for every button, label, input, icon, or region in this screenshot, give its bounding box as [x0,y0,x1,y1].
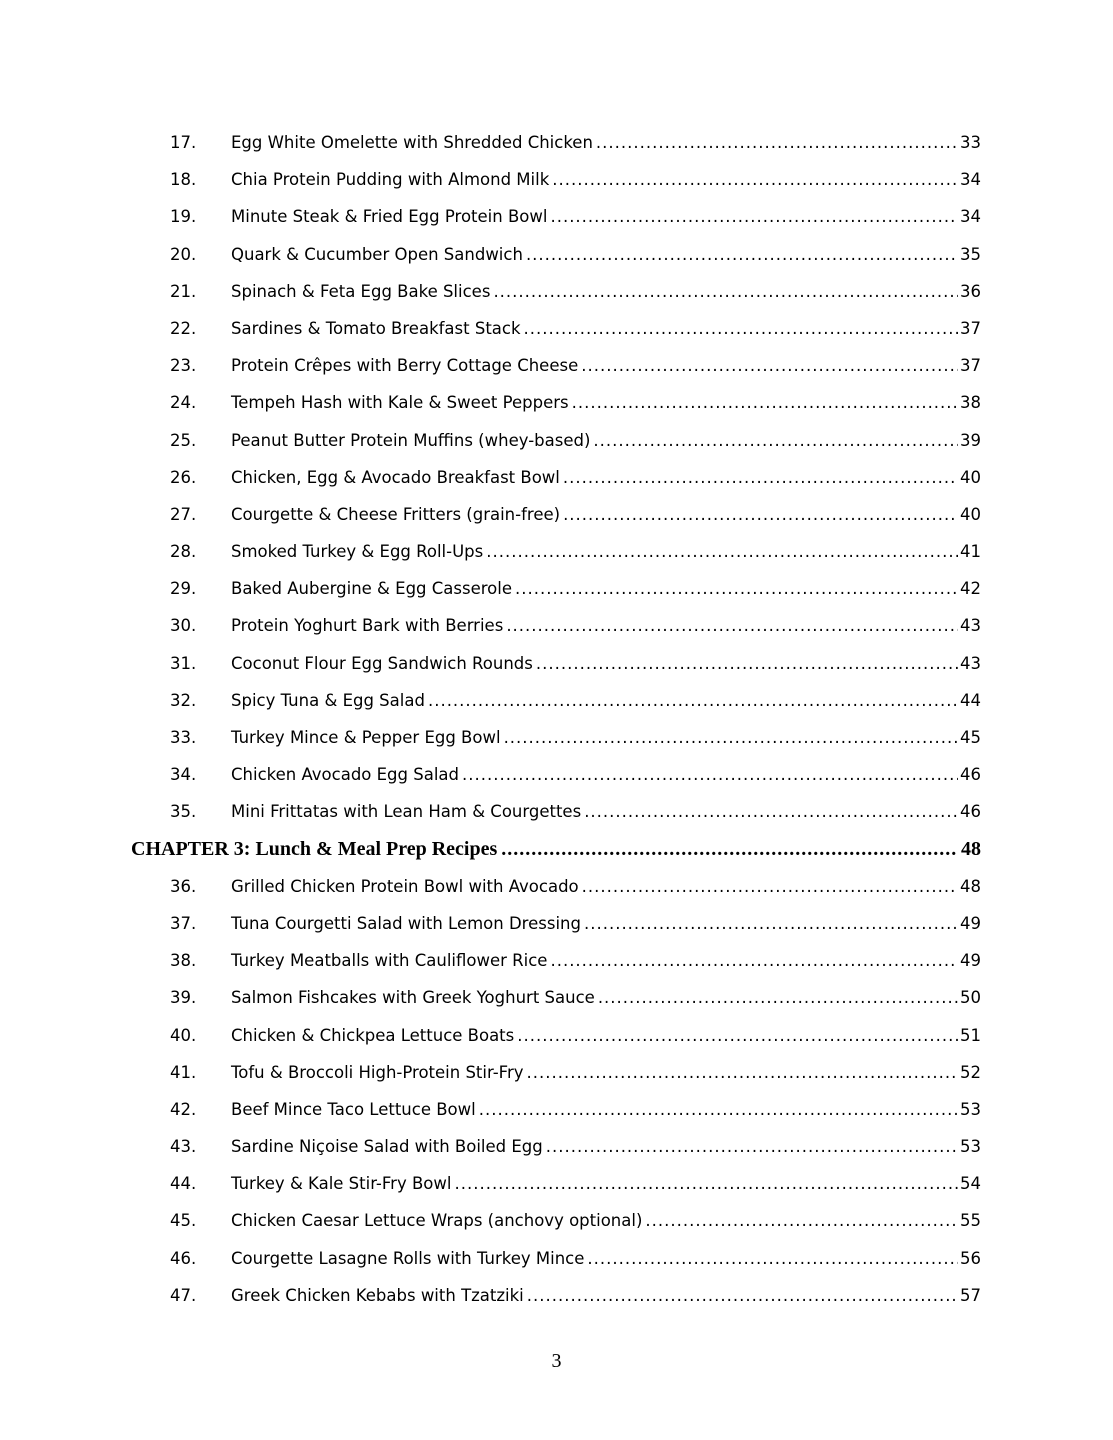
entry-page: 44 [960,690,981,710]
entry-number: 30. [170,616,197,636]
entry-title: Courgette & Cheese Fritters (grain-free) [231,504,561,524]
entry-page: 55 [960,1211,981,1231]
entry-line [231,422,981,459]
entry-title: Sardine Niçoise Salad with Boiled Egg [231,1137,543,1157]
toc-entry[interactable] [0,1277,1113,1314]
entry-number: 25. [170,430,197,450]
toc-section-breakfast [0,124,1113,831]
entry-title: Egg White Omelette with Shredded Chicken [231,133,593,152]
entry-line [231,459,981,496]
entry-number: 28. [170,542,197,562]
entry-number: 23. [170,356,197,376]
entry-page: 43 [960,653,981,673]
entry-title: Mini Frittatas with Lean Ham & Courgettes [231,802,582,822]
dot-leader [504,719,958,756]
toc-entry[interactable] [0,756,1113,793]
entry-title: Turkey Mince & Pepper Egg Bowl [231,728,501,747]
entry-title: Chicken & Chickpea Lettuce Boats [231,1025,515,1045]
entry-page: 49 [960,913,981,933]
entry-page: 40 [960,504,981,524]
dot-leader [572,384,958,421]
entry-title: Beef Mince Taco Lettuce Bowl [231,1099,476,1119]
entry-page: 40 [960,467,981,487]
entry-line [231,1128,981,1165]
dot-leader [550,198,958,235]
toc-section-lunch [0,868,1113,1314]
entry-page: 48 [960,876,981,896]
entry-page: 37 [960,356,981,376]
entry-number: 21. [170,281,197,301]
toc-entry[interactable] [0,682,1113,719]
entry-line [231,719,981,756]
chapter-heading[interactable] [0,831,1113,868]
toc-entry[interactable] [0,1091,1113,1128]
dot-leader [517,1017,958,1054]
dot-leader [584,905,958,942]
entry-page: 34 [960,170,981,190]
entry-title: Chicken Caesar Lettuce Wraps (anchovy optional) [231,1211,643,1231]
entry-page: 51 [960,1025,981,1045]
entry-number: 20. [170,244,197,264]
entry-line [231,1202,981,1239]
toc-entry[interactable] [0,459,1113,496]
table-of-contents [0,124,1113,1314]
entry-title: Turkey & Kale Stir-Fry Bowl [231,1174,452,1194]
toc-entry[interactable] [0,496,1113,533]
entry-page: 52 [960,1062,981,1082]
entry-title: Spicy Tuna & Egg Salad [231,690,425,710]
toc-entry[interactable] [0,273,1113,310]
entry-title: Grilled Chicken Protein Bowl with Avocado [231,876,579,896]
entry-line [231,124,981,161]
entry-line [231,310,981,347]
toc-entry[interactable] [0,422,1113,459]
entry-number: 47. [170,1285,197,1305]
entry-line [231,198,981,235]
entry-line [231,1165,981,1202]
entry-number: 34. [170,765,197,785]
dot-leader [536,645,958,682]
entry-number: 38. [170,951,197,971]
dot-leader [524,310,958,347]
toc-entry[interactable] [0,905,1113,942]
entry-line [231,161,981,198]
dot-leader [581,347,958,384]
entry-title: Protein Crêpes with Berry Cottage Cheese [231,356,579,376]
entry-line [231,347,981,384]
entry-title: Baked Aubergine & Egg Casserole [231,579,512,599]
toc-entry[interactable] [0,1017,1113,1054]
entry-title: Courgette Lasagne Rolls with Turkey Mince [231,1248,585,1268]
entry-page: 56 [960,1248,981,1268]
toc-entry[interactable] [0,198,1113,235]
entry-number: 43. [170,1137,197,1157]
entry-number: 31. [170,653,197,673]
entry-number: 41. [170,1062,197,1082]
entry-title: Turkey Meatballs with Cauliflower Rice [231,951,548,971]
entry-page: 43 [960,616,981,636]
entry-page: 33 [960,133,981,152]
entry-title: Chia Protein Pudding with Almond Milk [231,170,550,190]
entry-line [231,756,981,793]
entry-page: 46 [960,765,981,785]
entry-page: 37 [960,318,981,338]
entry-number: 22. [170,318,197,338]
entry-number: 35. [170,802,197,822]
toc-entry[interactable] [0,161,1113,198]
entry-title: Tofu & Broccoli High-Protein Stir-Fry [231,1062,524,1082]
dot-leader [563,496,958,533]
entry-line [231,236,981,273]
toc-entry[interactable] [0,979,1113,1016]
entry-page: 42 [960,579,981,599]
entry-line [231,384,981,421]
entry-number: 36. [170,876,197,896]
entry-number: 45. [170,1211,197,1231]
toc-entry[interactable] [0,384,1113,421]
page-number: 3 [551,1350,562,1372]
entry-page: 53 [960,1137,981,1157]
entry-number: 19. [170,207,197,227]
entry-line [231,1277,981,1314]
entry-title: Protein Yoghurt Bark with Berries [231,616,504,636]
dot-leader [493,273,958,310]
toc-entry[interactable] [0,124,1113,161]
toc-entry[interactable] [0,1202,1113,1239]
toc-entry[interactable] [0,347,1113,384]
entry-title: Tuna Courgetti Salad with Lemon Dressing [231,913,581,933]
entry-number: 17. [170,133,197,152]
entry-title: Chicken Avocado Egg Salad [231,765,460,785]
entry-page: 34 [960,207,981,227]
entry-page: 38 [960,393,981,413]
dot-leader [527,1054,959,1091]
entry-number: 24. [170,393,197,413]
dot-leader [506,607,958,644]
dot-leader [593,422,958,459]
entry-page: 35 [960,244,981,264]
entry-title: Tempeh Hash with Kale & Sweet Peppers [231,393,569,413]
dot-leader [546,1128,958,1165]
dot-leader [584,793,958,830]
dot-leader [527,1277,958,1314]
entry-page: 36 [960,281,981,301]
entry-number: 18. [170,170,197,190]
entry-page: 57 [960,1285,981,1305]
toc-entry[interactable] [0,533,1113,570]
entry-line [231,496,981,533]
entry-title: Salmon Fishcakes with Greek Yoghurt Sauce [231,988,595,1008]
dot-leader [462,756,958,793]
dot-leader [552,161,958,198]
dot-leader [515,570,958,607]
toc-entry[interactable] [0,645,1113,682]
chapter-page: 48 [961,837,981,860]
entry-line [231,979,981,1016]
dot-leader [645,1202,958,1239]
entry-line [231,793,981,830]
toc-entry[interactable] [0,1128,1113,1165]
entry-line [231,682,981,719]
dot-leader [479,1091,958,1128]
entry-title: Chicken, Egg & Avocado Breakfast Bowl [231,467,560,487]
entry-line [231,868,981,905]
dot-leader [596,124,958,161]
entry-title: Minute Steak & Fried Egg Protein Bowl [231,207,548,227]
dot-leader [550,942,958,979]
dot-leader [526,236,958,273]
toc-entry[interactable] [0,236,1113,273]
entry-number: 33. [170,728,197,747]
entry-page: 45 [960,728,981,747]
entry-line [231,1054,981,1091]
entry-page: 46 [960,802,981,822]
entry-line [231,1240,981,1277]
dot-leader [501,831,958,868]
entry-line [231,905,981,942]
toc-entry[interactable] [0,570,1113,607]
entry-page: 53 [960,1099,981,1119]
entry-page: 50 [960,988,981,1008]
entry-line [231,1017,981,1054]
entry-page: 54 [960,1174,981,1194]
dot-leader [454,1165,958,1202]
entry-page: 39 [960,430,981,450]
entry-title: Quark & Cucumber Open Sandwich [231,244,523,264]
entry-line [231,645,981,682]
dot-leader [563,459,958,496]
toc-entry[interactable] [0,1240,1113,1277]
dot-leader [582,868,958,905]
chapter-line [131,831,981,868]
dot-leader [428,682,958,719]
toc-entry[interactable] [0,719,1113,756]
entry-number: 27. [170,504,197,524]
toc-entry[interactable] [0,1054,1113,1091]
entry-number: 29. [170,579,197,599]
entry-title: Sardines & Tomato Breakfast Stack [231,318,521,338]
dot-leader [486,533,958,570]
entry-number: 26. [170,467,197,487]
entry-line [231,942,981,979]
chapter-title: CHAPTER 3: Lunch & Meal Prep Recipes [131,837,498,860]
entry-number: 37. [170,913,197,933]
entry-line [231,1091,981,1128]
entry-page: 49 [960,951,981,971]
entry-number: 46. [170,1248,197,1268]
entry-line [231,570,981,607]
toc-entry[interactable] [0,607,1113,644]
entry-number: 40. [170,1025,197,1045]
entry-title: Spinach & Feta Egg Bake Slices [231,281,491,301]
entry-number: 32. [170,690,197,710]
entry-line [231,607,981,644]
entry-number: 42. [170,1099,197,1119]
entry-line [231,533,981,570]
entry-number: 44. [170,1174,197,1194]
dot-leader [587,1240,958,1277]
toc-entry[interactable] [0,942,1113,979]
toc-entry[interactable] [0,793,1113,830]
entry-number: 39. [170,988,197,1008]
dot-leader [598,979,958,1016]
toc-entry[interactable] [0,1165,1113,1202]
toc-entry[interactable] [0,310,1113,347]
entry-title: Greek Chicken Kebabs with Tzatziki [231,1285,524,1305]
entry-title: Smoked Turkey & Egg Roll-Ups [231,542,484,562]
entry-title: Coconut Flour Egg Sandwich Rounds [231,653,533,673]
entry-title: Peanut Butter Protein Muffins (whey-based) [231,430,591,450]
toc-entry[interactable] [0,868,1113,905]
entry-line [231,273,981,310]
entry-page: 41 [960,542,981,562]
